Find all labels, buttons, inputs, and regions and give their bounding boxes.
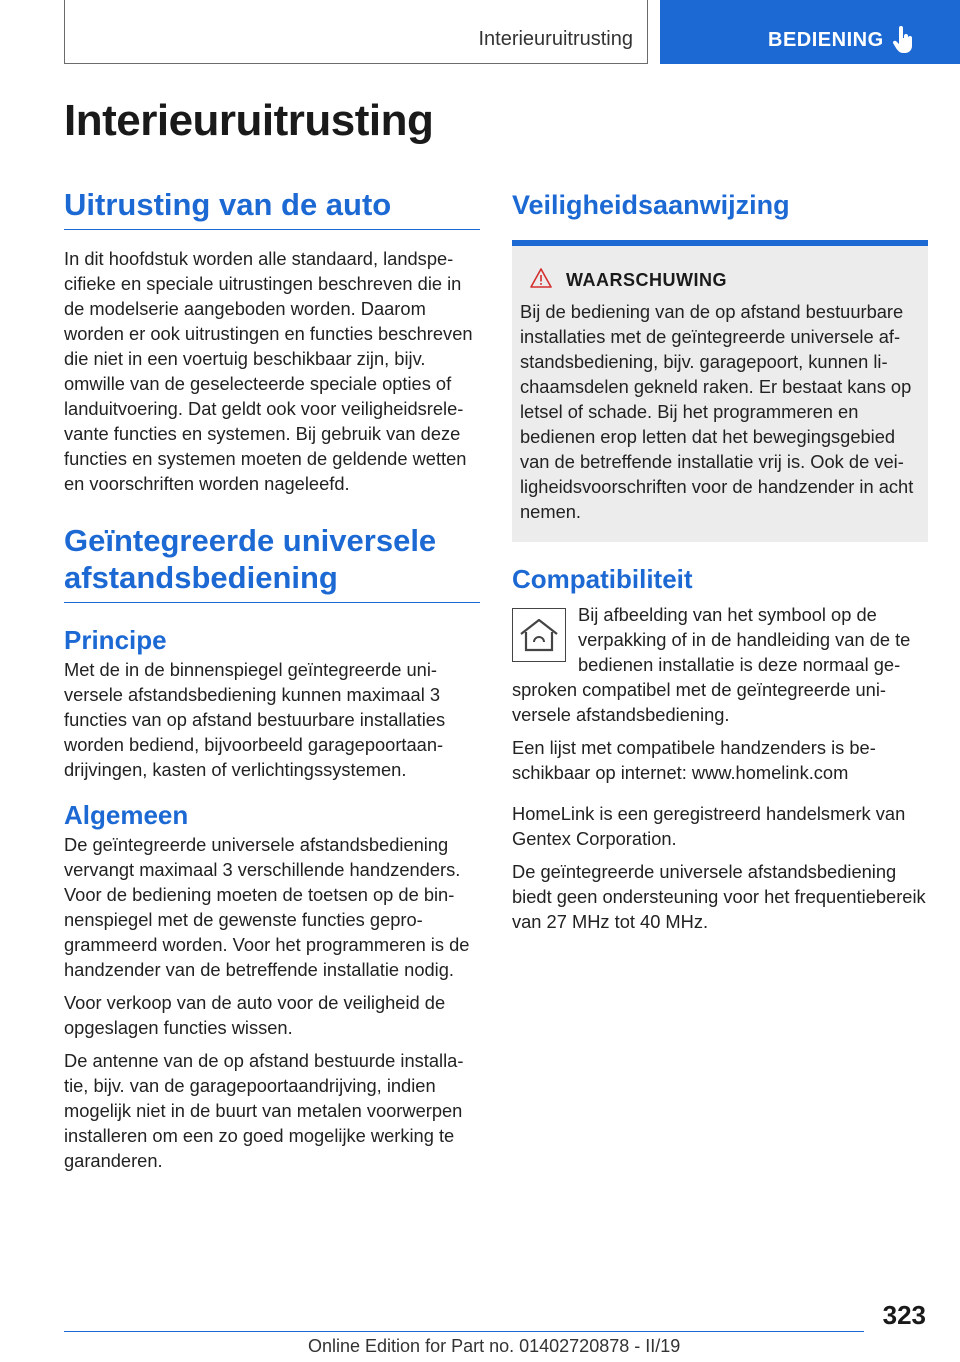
warning-box [512, 240, 928, 542]
footer-edition: Online Edition for Part no. 01402720878 - II/19 [308, 1336, 681, 1356]
heading-safety: Veiligheidsaanwijzing [512, 190, 790, 220]
warning-text: Bij de bediening van de op afstand bestuurbare installaties met de geïntegreerde universele afstandsbediening, bijv. garagepoort, kunnen lichaamsdelen gekneld raken. Er bestaat kans op letsel of schade. Bij het programmeren en bedienen erop letten dat het bewegingsgebied van de betreffende installatie vrij is. Ook de veiligheidsvoorschriften voor de handzender in acht nemen. [520, 301, 914, 522]
paragraph-compat-4: De geïntegreerde universele afstandsbediening biedt geen ondersteuning voor het frequentiebereik van 27 MHz tot 40 MHz. [512, 861, 926, 932]
heading-remote-control: Geïntegreerde universele afstandsbediening [64, 522, 480, 603]
paragraph-compat-1: Bij afbeelding van het symbool op de verpakking of in de handleiding van de te bedienen installatie is deze normaal gesproken compatibel met de geïntegreerde universele afstandsbediening. [512, 604, 911, 725]
heading-compatibility: Compatibiliteit [512, 564, 693, 594]
paragraph-compat-2: Een lijst met compatibele handzenders is beschikbaar op internet: www.homelink.com [512, 737, 876, 783]
compatibility-block [512, 602, 928, 934]
heading-equipment: Uitrusting van de auto [64, 186, 480, 230]
page-number: 323 [882, 1300, 926, 1330]
header-chapter-label: BEDIENING [768, 29, 884, 51]
paragraph-general-3: De antenne van de op afstand bestuurde installatie, bijv. van de garagepoortaandrijving, indien mogelijk niet in de buurt van metalen voorwerpen installeren om een zo goed mogelijke werking te garanderen. [64, 1050, 464, 1171]
paragraph-equipment: In dit hoofdstuk worden alle standaard, landspecifieke en speciale uitrustingen beschreven die in de modelserie aangeboden worden. Daarom worden er ook uitrustingen en functies beschreven die niet in een voertuig beschikbaar zijn, bijv. omwille van de geselecteerde speciale opties of landuitvoering. Dat geldt ook voor veiligheidsrelevante functies en systemen. Bij gebruik van deze functies en systemen moeten de geldende wetten en voorschriften worden nageleefd. [64, 248, 473, 494]
header-section-title: Interieuruitrusting [478, 28, 633, 50]
warning-triangle-icon [520, 268, 566, 293]
paragraph-compat-3: HomeLink is een geregistreerd handelsmerk van Gentex Corporation. [512, 803, 906, 849]
page-title: Interieuruitrusting [64, 96, 434, 145]
left-column [64, 186, 480, 1181]
heading-general: Algemeen [64, 800, 189, 830]
warning-header [520, 268, 920, 293]
header-chapter-tab[interactable] [660, 0, 960, 64]
footer-divider [64, 1331, 864, 1332]
paragraph-general-1: De geïntegreerde universele afstandsbediening vervangt maximaal 3 verschillende handzenders. Voor de bediening moeten de toetsen op de binnenspiegel met de gewenste functies geprogrammeerd worden. Voor het programmeren is de handzender van de betreffende installatie nodig. [64, 834, 470, 980]
home-symbol-icon [512, 608, 566, 662]
pointing-hand-icon [892, 26, 914, 59]
header-section-box [64, 0, 648, 64]
paragraph-general-2: Voor verkoop van de auto voor de veiligheid de opgeslagen functies wissen. [64, 992, 446, 1038]
warning-label: WAARSCHUWING [566, 270, 727, 290]
right-column [512, 186, 928, 942]
paragraph-principle: Met de in de binnenspiegel geïntegreerde universele afstandsbediening kunnen maximaal 3 functies van op afstand bestuurbare installaties worden bediend, bijvoorbeeld garagepoortaandrijvingen, kasten of verlichtingssystemen. [64, 659, 446, 780]
heading-principle: Principe [64, 625, 167, 655]
